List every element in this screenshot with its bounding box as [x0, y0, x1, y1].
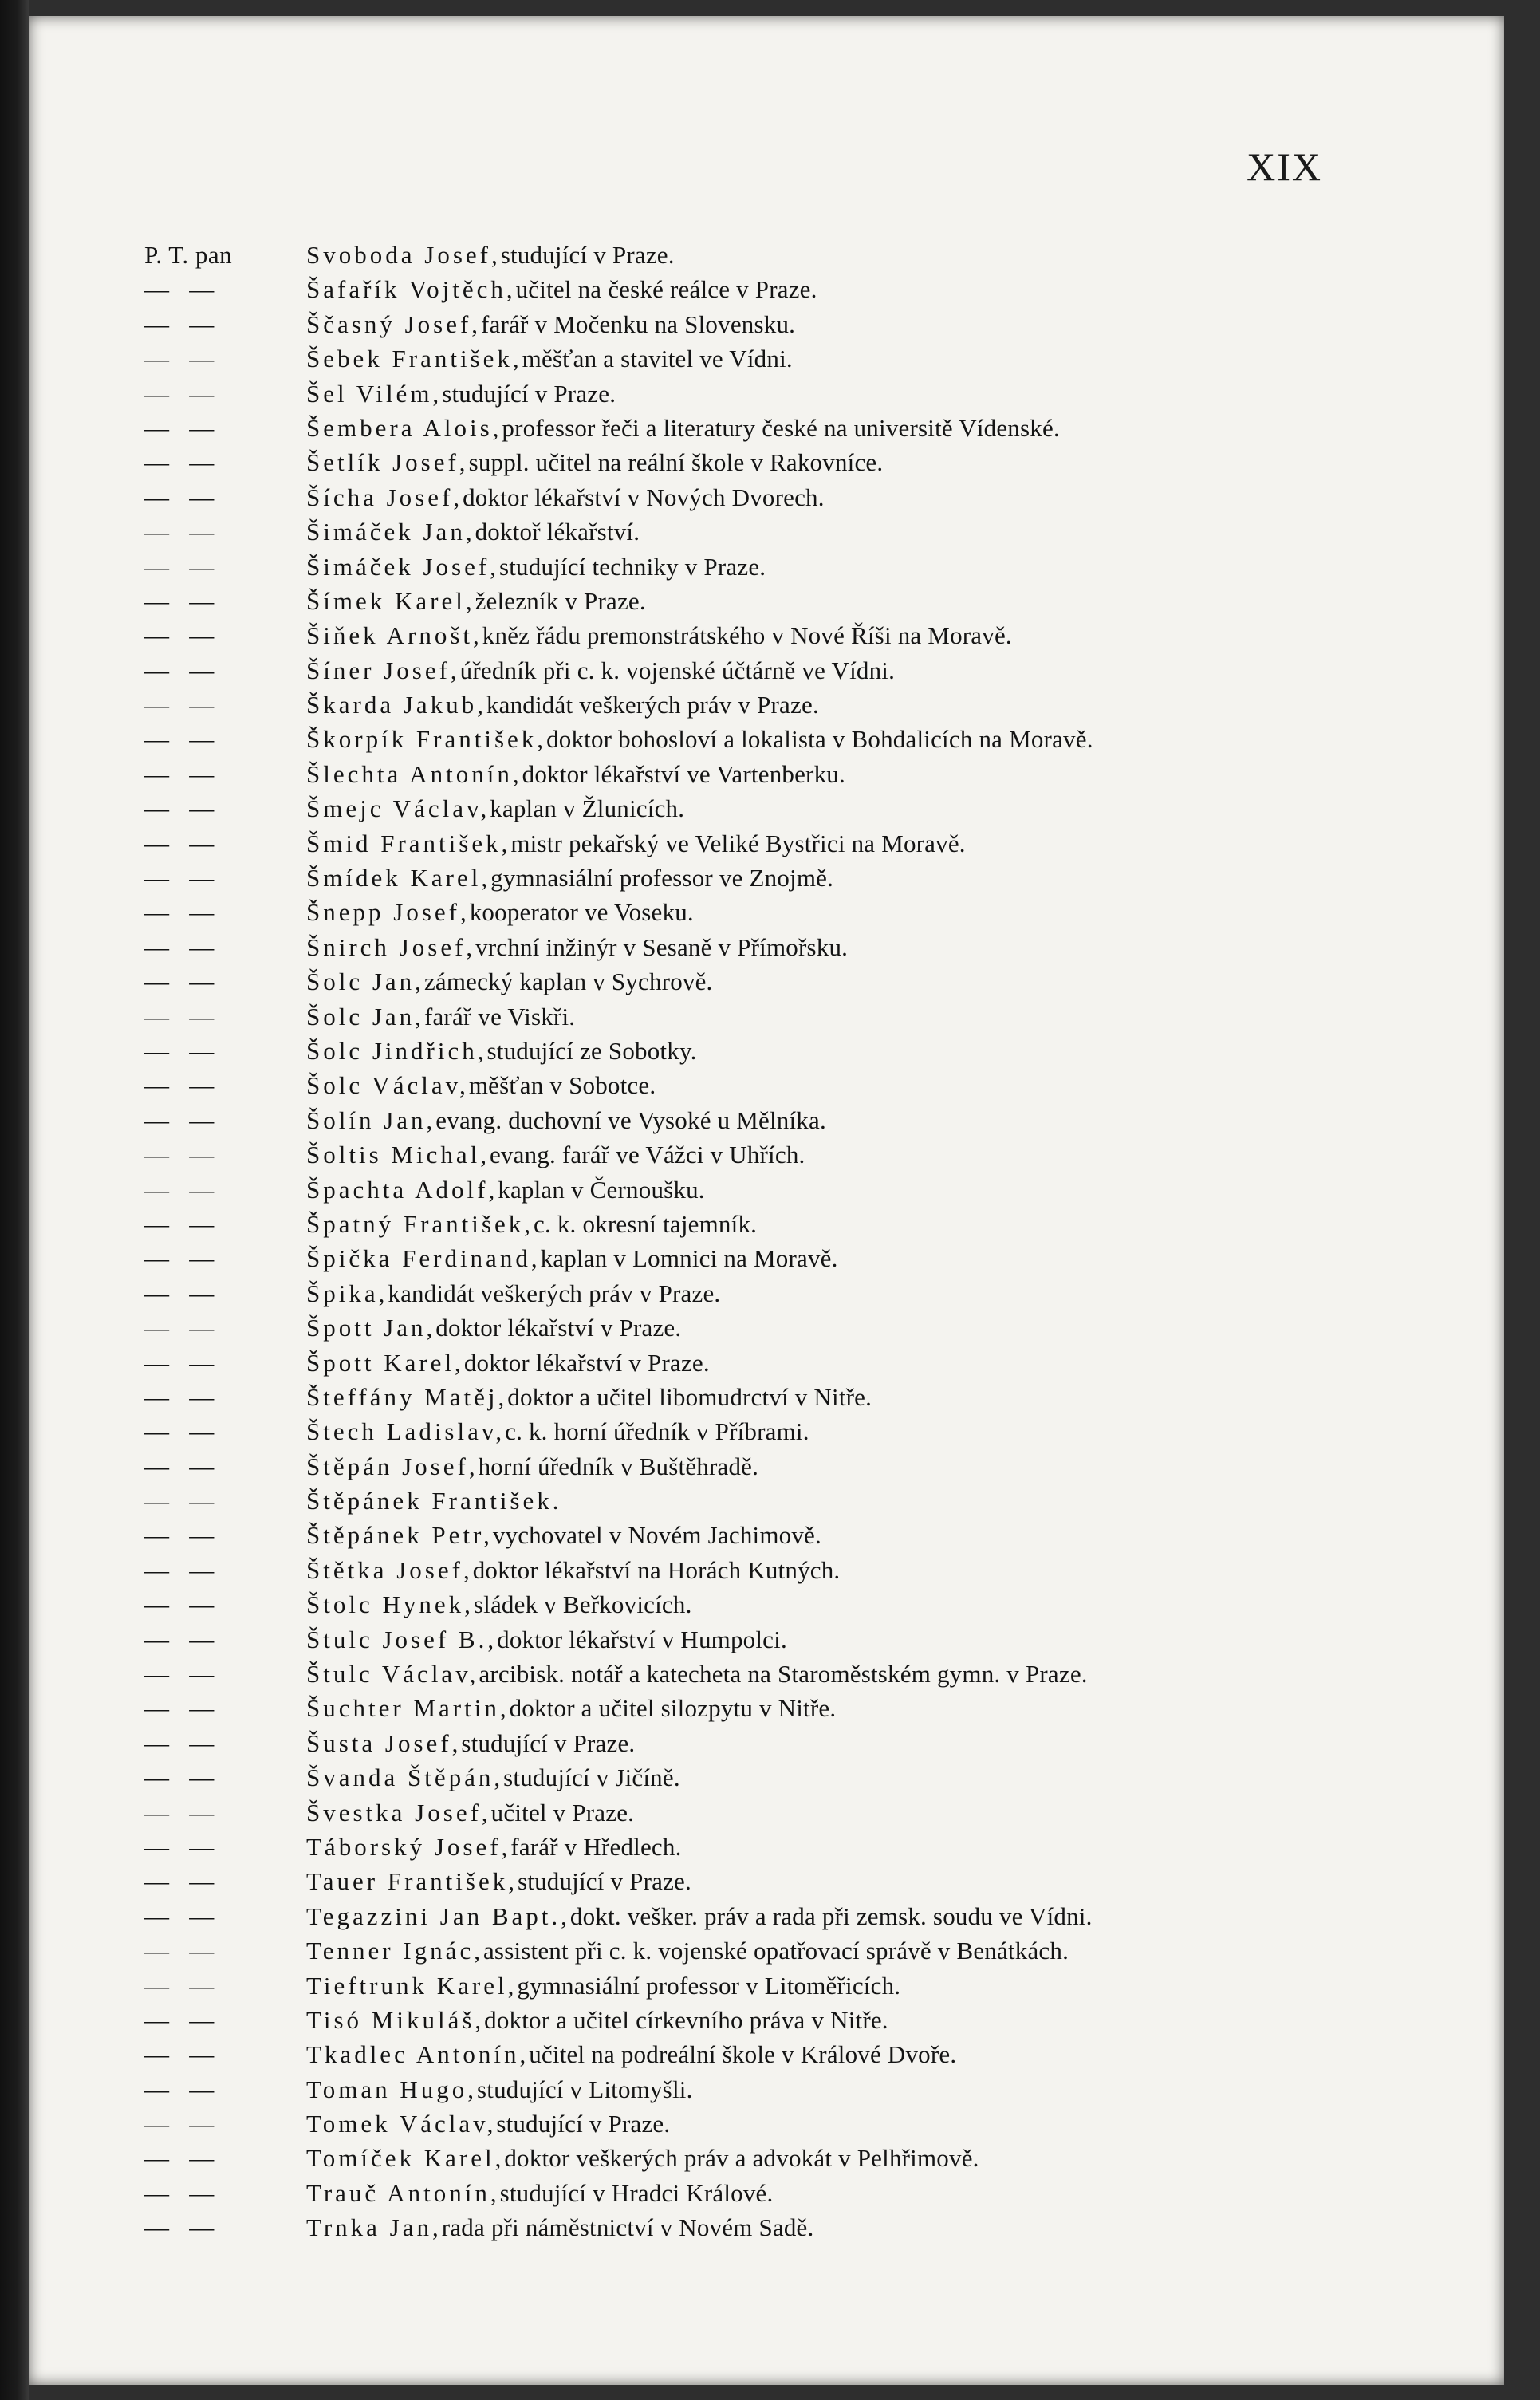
entry-prefix-ditto: — —: [144, 1832, 215, 1861]
entry-description: studující v Praze.: [442, 379, 616, 408]
entry-description: doktor lékařství v Nových Dvorech.: [463, 483, 825, 511]
entry-description: evang. farář ve Vážci v Uhřích.: [489, 1141, 805, 1169]
entry-name: Špott Jan,: [306, 1314, 436, 1342]
entry-name: Švanda Štěpán,: [306, 1764, 504, 1792]
list-item: [144, 757, 1452, 791]
entry-prefix-ditto: — —: [144, 1521, 215, 1550]
list-item: [144, 1830, 1452, 1864]
entry-name: Špachta Adolf,: [306, 1175, 498, 1204]
list-item: [144, 1795, 1452, 1830]
entry-name: Šimáček Josef,: [306, 552, 499, 581]
list-item: [144, 1449, 1452, 1484]
entry-name: Šmejc Václav,: [306, 794, 490, 823]
list-item: [144, 791, 1452, 826]
list-item: [144, 618, 1452, 652]
entry-name: Tegazzini Jan Bapt.,: [306, 1901, 570, 1930]
list-item: [144, 653, 1452, 688]
entry-prefix-ditto: — —: [144, 1314, 215, 1342]
entry-name: Špička Ferdinand,: [306, 1244, 541, 1273]
entry-description: c. k. okresní tajemník.: [534, 1209, 758, 1238]
entry-description: měšťan a stavitel ve Vídni.: [522, 345, 793, 373]
entry-name: Šícha Josef,: [306, 483, 463, 511]
entry-prefix-ditto: — —: [144, 621, 215, 650]
entry-name: Šnepp Josef,: [306, 898, 470, 927]
entry-name: Štolc Hynek,: [306, 1590, 474, 1619]
entry-name: Tkadlec Antonín,: [306, 2040, 530, 2069]
entry-prefix-ditto: — —: [144, 1036, 215, 1065]
entry-name: Tisó Mikuláš,: [306, 2005, 485, 2034]
entry-description: doktor lékařství v Praze.: [463, 1348, 710, 1377]
list-item: [144, 2003, 1452, 2037]
entry-prefix-ditto: — —: [144, 518, 215, 546]
list-item: [144, 1691, 1452, 1725]
entry-description: farář v Hředlech.: [510, 1832, 682, 1861]
entry-prefix-ditto: — —: [144, 1382, 215, 1411]
entry-prefix-ditto: — —: [144, 1555, 215, 1584]
list-item: [144, 480, 1452, 514]
entry-description: kooperator ve Voseku.: [469, 898, 694, 927]
entry-name: Toman Hugo,: [306, 2075, 478, 2103]
entry-prefix-ditto: — —: [144, 1487, 215, 1515]
entry-name: Štěpánek Petr,: [306, 1521, 493, 1550]
entry-description: měšťan v Sobotce.: [468, 1071, 656, 1100]
entry-description: doktor lékařství na Horách Kutných.: [472, 1555, 841, 1584]
entry-name: Trauč Antonín,: [306, 2178, 500, 2207]
entry-name: Ščasný Josef,: [306, 309, 482, 338]
entry-prefix-ditto: — —: [144, 2040, 215, 2069]
entry-prefix-ditto: — —: [144, 932, 215, 961]
entry-description: kaplan v Černoušku.: [498, 1175, 705, 1204]
entry-description: suppl. učitel na reální škole v Rakovníce.: [468, 448, 884, 477]
list-item: [144, 2106, 1452, 2141]
entry-prefix-ditto: — —: [144, 967, 215, 996]
entry-description: farář ve Viskři.: [423, 1002, 576, 1031]
list-item: [144, 1518, 1452, 1552]
entry-name: Škorpík František,: [306, 725, 547, 754]
book-spine-shadow: [0, 0, 29, 2400]
entry-prefix-ditto: — —: [144, 1279, 215, 1307]
entry-description: doktor a učitel libomudrctví v Nitře.: [507, 1382, 872, 1411]
entry-name: Štětka Josef,: [306, 1555, 473, 1584]
list-item: [144, 272, 1452, 306]
entry-name: Šímek Karel,: [306, 586, 475, 615]
entry-prefix-ditto: — —: [144, 691, 215, 719]
entry-description: doktor a učitel církevního práva v Nitře.: [484, 2005, 888, 2034]
entry-prefix-ditto: — —: [144, 1798, 215, 1827]
entry-prefix-ditto: — —: [144, 656, 215, 684]
entry-description: dokt. vešker. práv a rada při zemsk. soudu ve Vídni.: [569, 1901, 1093, 1930]
list-item: [144, 1864, 1452, 1898]
entry-prefix-ditto: — —: [144, 1901, 215, 1930]
entry-name: Svoboda Josef,: [306, 241, 501, 269]
entry-description: evang. duchovní ve Vysoké u Mělníka.: [435, 1105, 826, 1134]
entry-name: Šolc Jan,: [306, 1002, 424, 1031]
list-item: [144, 341, 1452, 376]
list-item: [144, 2210, 1452, 2244]
list-item: [144, 2037, 1452, 2071]
entry-description: studující v Praze.: [461, 1728, 636, 1757]
entry-prefix-ditto: — —: [144, 275, 215, 304]
list-item: [144, 411, 1452, 445]
entry-prefix-ditto: — —: [144, 864, 215, 893]
list-item: [144, 1172, 1452, 1207]
entry-description: horní úředník v Buštěhradě.: [478, 1452, 759, 1480]
entry-name: Špatný František,: [306, 1209, 534, 1238]
entry-prefix-ditto: — —: [144, 413, 215, 442]
entry-prefix-ditto: — —: [144, 1660, 215, 1689]
entry-description: učitel v Praze.: [490, 1798, 635, 1827]
entry-description: zámecký kaplan v Sychrově.: [423, 967, 713, 996]
list-item: [144, 826, 1452, 861]
list-item: [144, 1899, 1452, 1933]
entry-prefix-ditto: — —: [144, 1417, 215, 1446]
entry-name: Štech Ladislav,: [306, 1417, 506, 1446]
entry-description: professor řeči a literatury české na universitě Vídenské.: [502, 413, 1060, 442]
entry-description: doktor bohosloví a lokalista v Bohdalicích na Moravě.: [546, 725, 1093, 754]
entry-description: sládek v Beřkovicích.: [473, 1590, 692, 1619]
list-item: [144, 1241, 1452, 1275]
entry-description: mistr pekařský ve Veliké Bystřici na Moravě.: [510, 829, 966, 857]
entry-name: Šel Vilém,: [306, 379, 443, 408]
entry-prefix-ditto: — —: [144, 552, 215, 581]
entry-name: Šmid František,: [306, 829, 511, 857]
entry-name: Šmídek Karel,: [306, 864, 491, 893]
entry-name: Šuchter Martin,: [306, 1694, 510, 1723]
entry-name: Špott Karel,: [306, 1348, 464, 1377]
list-item: [144, 2141, 1452, 2175]
entry-name: Šusta Josef,: [306, 1728, 462, 1757]
list-item: [144, 238, 1452, 272]
entry-name: Štulc Josef B.,: [306, 1625, 498, 1653]
list-item: [144, 445, 1452, 479]
list-item: [144, 1622, 1452, 1657]
entry-name: Tieftrunk Karel,: [306, 1971, 518, 2000]
entry-prefix-ditto: — —: [144, 1590, 215, 1619]
entry-prefix-ditto: — —: [144, 586, 215, 615]
entry-description: úředník při c. k. vojenské účtárně ve Vídni.: [459, 656, 896, 684]
entry-prefix-ditto: — —: [144, 2213, 215, 2242]
entry-description: železník v Praze.: [475, 586, 646, 615]
entry-prefix-ditto: — —: [144, 1105, 215, 1134]
entry-description: doktor veškerých práv a advokát v Pelhřimově.: [504, 2144, 979, 2173]
entry-name: Trnka Jan,: [306, 2213, 442, 2242]
entry-description: učitel na podreální škole v Králové Dvoře.: [529, 2040, 957, 2069]
entry-description: studující v Praze.: [500, 241, 675, 269]
entry-description: studující v Hradci Králové.: [499, 2178, 774, 2207]
entry-prefix-ditto: — —: [144, 1209, 215, 1238]
entry-name: Šiňek Arnošt,: [306, 621, 482, 650]
entry-name: Tomíček Karel,: [306, 2144, 505, 2173]
entry-prefix-ditto: — —: [144, 1867, 215, 1896]
entry-prefix-ditto: — —: [144, 483, 215, 511]
entry-name: Šteffány Matěj,: [306, 1382, 508, 1411]
entry-prefix-ditto: — —: [144, 1625, 215, 1653]
entry-prefix-ditto: — —: [144, 2005, 215, 2034]
list-item: [144, 722, 1452, 756]
entry-prefix-ditto: — —: [144, 794, 215, 823]
entry-prefix-ditto: — —: [144, 2110, 215, 2138]
entry-prefix-ditto: — —: [144, 2144, 215, 2173]
entry-name: Šebek František,: [306, 345, 522, 373]
entry-prefix-ditto: — —: [144, 759, 215, 788]
entry-prefix-ditto: — —: [144, 1971, 215, 2000]
list-item: [144, 895, 1452, 929]
entry-description: doktor lékařství v Humpolci.: [497, 1625, 787, 1653]
entry-prefix-ditto: — —: [144, 1141, 215, 1169]
entry-prefix-ditto: — —: [144, 448, 215, 477]
entry-description: studující v Jičíně.: [503, 1764, 680, 1792]
entry-description: rada při náměstnictví v Novém Sadě.: [441, 2213, 814, 2242]
entry-name: Štulc Václav,: [306, 1660, 479, 1689]
list-item: [144, 1587, 1452, 1622]
entry-prefix-ditto: — —: [144, 1071, 215, 1100]
entry-description: učitel na české reálce v Praze.: [515, 275, 817, 304]
entry-name: Šíner Josef,: [306, 656, 460, 684]
list-item: [144, 1137, 1452, 1172]
entry-description: vrchní inžinýr v Sesaně v Přímořsku.: [475, 932, 849, 961]
list-item: [144, 964, 1452, 999]
entry-description: doktor lékařství ve Vartenberku.: [522, 759, 845, 788]
entry-description: gymnasiální professor ve Znojmě.: [490, 864, 834, 893]
list-item: [144, 2176, 1452, 2210]
entry-name: Táborský Josef,: [306, 1832, 511, 1861]
entry-prefix-ditto: — —: [144, 1244, 215, 1273]
entry-name: Šimáček Jan,: [306, 518, 475, 546]
entry-prefix-ditto: — —: [144, 1937, 215, 1965]
entry-prefix-ditto: — —: [144, 1002, 215, 1031]
list-item: [144, 1068, 1452, 1102]
list-item: [144, 376, 1452, 411]
entry-description: doktor lékařství v Praze.: [435, 1314, 682, 1342]
entry-prefix-ditto: — —: [144, 1175, 215, 1204]
entry-description: kandidát veškerých práv v Praze.: [388, 1279, 721, 1307]
list-item: [144, 1207, 1452, 1241]
entry-description: vychovatel v Novém Jachimově.: [492, 1521, 821, 1550]
entry-name: Štěpán Josef,: [306, 1452, 479, 1480]
list-item: [144, 1414, 1452, 1448]
list-item: [144, 1103, 1452, 1137]
list-item: [144, 1276, 1452, 1310]
entry-description: studující techniky v Praze.: [498, 552, 766, 581]
entry-description: doktoř lékařství.: [475, 518, 640, 546]
entry-description: gymnasiální professor v Litoměřicích.: [517, 1971, 901, 2000]
entry-name: Šolc Jindřich,: [306, 1036, 487, 1065]
entry-name: Tauer František,: [306, 1867, 518, 1896]
entry-prefix-ditto: — —: [144, 2178, 215, 2207]
entry-description: c. k. horní úředník v Příbrami.: [505, 1417, 809, 1446]
list-item: [144, 307, 1452, 341]
entry-name: Šembera Alois,: [306, 413, 502, 442]
list-item: [144, 930, 1452, 964]
entry-name: Šlechta Antonín,: [306, 759, 522, 788]
entry-prefix-ditto: — —: [144, 379, 215, 408]
list-item: [144, 1380, 1452, 1414]
list-item: [144, 1726, 1452, 1760]
list-item: [144, 999, 1452, 1034]
entry-prefix-ditto: — —: [144, 1348, 215, 1377]
entry-description: arcibisk. notář a katecheta na Staroměstském gymn. v Praze.: [479, 1660, 1088, 1689]
list-item: [144, 1553, 1452, 1587]
entry-name: Šolc Václav,: [306, 1071, 469, 1100]
entry-name: Šolín Jan,: [306, 1105, 436, 1134]
subscriber-list: [144, 238, 1452, 2245]
entry-prefix-ditto: — —: [144, 309, 215, 338]
list-item: [144, 1657, 1452, 1691]
entry-prefix-ditto: — —: [144, 2075, 215, 2103]
list-item: [144, 584, 1452, 618]
entry-name: Šolc Jan,: [306, 967, 424, 996]
entry-description: kaplan v Lomnici na Moravě.: [540, 1244, 838, 1273]
list-item: [144, 1346, 1452, 1380]
entry-description: kaplan v Žlunicích.: [490, 794, 685, 823]
list-item: [144, 688, 1452, 722]
page-number: XIX: [1247, 144, 1322, 189]
entry-name: Škarda Jakub,: [306, 691, 486, 719]
list-item: [144, 1484, 1452, 1518]
entry-name: Špika,: [306, 1279, 388, 1307]
entry-prefix-ditto: — —: [144, 1452, 215, 1480]
entry-description: kněz řádu premonstrátského v Nové Říši na Moravě.: [482, 621, 1012, 650]
list-item: [144, 1933, 1452, 1968]
entry-prefix-ditto: — —: [144, 345, 215, 373]
entry-name: Šafařík Vojtěch,: [306, 275, 516, 304]
entry-description: farář v Močenku na Slovensku.: [481, 309, 796, 338]
entry-prefix-ditto: — —: [144, 829, 215, 857]
page-sheet: [29, 16, 1504, 2385]
list-item: [144, 1760, 1452, 1795]
entry-name: Štěpánek František.: [306, 1487, 562, 1515]
entry-prefix-ditto: — —: [144, 725, 215, 754]
entry-name: Tomek Václav,: [306, 2110, 497, 2138]
entry-name: Šnirch Josef,: [306, 932, 476, 961]
entry-prefix-ditto: — —: [144, 1764, 215, 1792]
entry-description: studující ze Sobotky.: [486, 1036, 697, 1065]
entry-description: assistent při c. k. vojenské opatřovací správě v Benátkách.: [482, 1937, 1069, 1965]
list-item: [144, 550, 1452, 584]
entry-description: studující v Praze.: [496, 2110, 671, 2138]
entry-prefix-ditto: — —: [144, 1694, 215, 1723]
list-item: [144, 1310, 1452, 1345]
entry-description: studující v Praze.: [518, 1867, 691, 1896]
entry-description: doktor a učitel silozpytu v Nitře.: [509, 1694, 837, 1723]
entry-prefix-ditto: — —: [144, 898, 215, 927]
entry-name: Švestka Josef,: [306, 1798, 491, 1827]
entry-name: Šetlík Josef,: [306, 448, 469, 477]
entry-description: studující v Litomyšli.: [477, 2075, 693, 2103]
list-item: [144, 1968, 1452, 2003]
entry-prefix-title: P. T. pan: [144, 241, 233, 269]
list-item: [144, 514, 1452, 549]
list-item: [144, 1034, 1452, 1068]
entry-name: Šoltis Michal,: [306, 1141, 490, 1169]
entry-prefix-ditto: — —: [144, 1728, 215, 1757]
list-item: [144, 2072, 1452, 2106]
entry-name: Tenner Ignác,: [306, 1937, 483, 1965]
list-item: [144, 861, 1452, 895]
entry-description: kandidát veškerých práv v Praze.: [486, 691, 819, 719]
